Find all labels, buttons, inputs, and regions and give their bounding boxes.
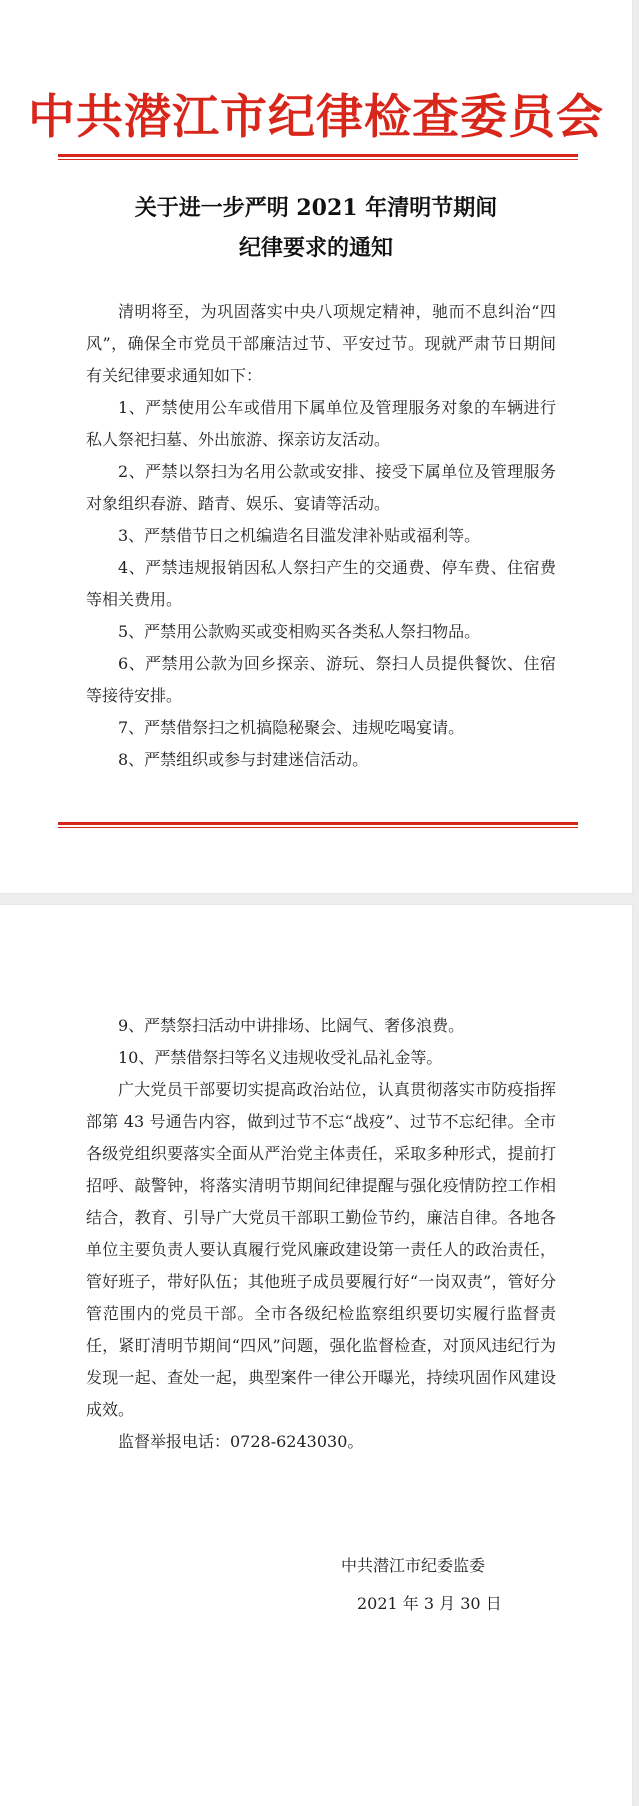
rule-item: 3、严禁借节日之机编造名目滥发津补贴或福利等。 xyxy=(118,526,481,545)
notice-body-part-1 xyxy=(86,296,556,776)
signoff-date: 2021 年 3 月 30 日 xyxy=(357,1594,502,1613)
rule-item: 2、严禁以祭扫为名用公款或安排、接受下属单位及管理服务对象组织春游、踏青、娱乐、宴请等活动。 xyxy=(86,462,556,513)
rule-item: 10、严禁借祭扫等名义违规收受礼品礼金等。 xyxy=(118,1048,443,1067)
rule-item: 6、严禁用公款为回乡探亲、游玩、祭扫人员提供餐饮、住宿等接待安排。 xyxy=(86,654,556,705)
notice-body-part-2 xyxy=(86,1010,556,1458)
rule-item: 5、严禁用公款购买或变相购买各类私人祭扫物品。 xyxy=(118,622,481,641)
closing-paragraph: 广大党员干部要切实提高政治站位，认真贯彻落实市防疫指挥部第 43 号通告内容，做到过节不忘“战疫”、过节不忘纪律。全市各级党组织要落实全面从严治党主体责任，采取多种形式，提前打招呼、敲警钟，将落实清明节期间纪律提醒与强化疫情防控工作相结合，教育、引导广大党员干部职工勤俭节约，廉洁自律。各地各单位主要负责人要认真履行党风廉政建设第一责任人的政治责任，管好班子，带好队伍；其他班子成员要履行好“一岗双责”，管好分管范围内的党员干部。全市各级纪检监察组织要切实履行监督责任，紧盯清明节期间“四风”问题，强化监督检查，对顶风违纪行为发现一起、查处一起，典型案件一律公开曝光，持续巩固作风建设成效。 xyxy=(86,1080,556,1419)
red-divider-top xyxy=(58,154,578,160)
notice-title-line-1: 关于进一步严明 2021 年清明节期间 xyxy=(134,195,498,221)
document-page-1 xyxy=(0,0,632,893)
report-hotline: 监督举报电话：0728-6243030。 xyxy=(118,1432,364,1451)
org-red-header: 中共潜江市纪律检查委员会 xyxy=(28,90,604,145)
intro-paragraph: 清明将至，为巩固落实中央八项规定精神，驰而不息纠治“四风”，确保全市党员干部廉洁过节、平安过节。现就严肃节日期间有关纪律要求通知如下： xyxy=(86,302,556,385)
rule-item: 8、严禁组织或参与封建迷信活动。 xyxy=(118,750,369,769)
red-divider-bottom xyxy=(58,822,578,828)
rule-item: 4、严禁违规报销因私人祭扫产生的交通费、停车费、住宿费等相关费用。 xyxy=(86,558,556,609)
rule-item: 7、严禁借祭扫之机搞隐秘聚会、违规吃喝宴请。 xyxy=(118,718,465,737)
rule-item: 1、严禁使用公车或借用下属单位及管理服务对象的车辆进行私人祭祀扫墓、外出旅游、探亲访友活动。 xyxy=(86,398,556,449)
rule-item: 9、严禁祭扫活动中讲排场、比阔气、奢侈浪费。 xyxy=(118,1016,465,1035)
notice-title-line-2: 纪律要求的通知 xyxy=(238,235,393,261)
signoff-organization: 中共潜江市纪委监委 xyxy=(341,1556,486,1575)
